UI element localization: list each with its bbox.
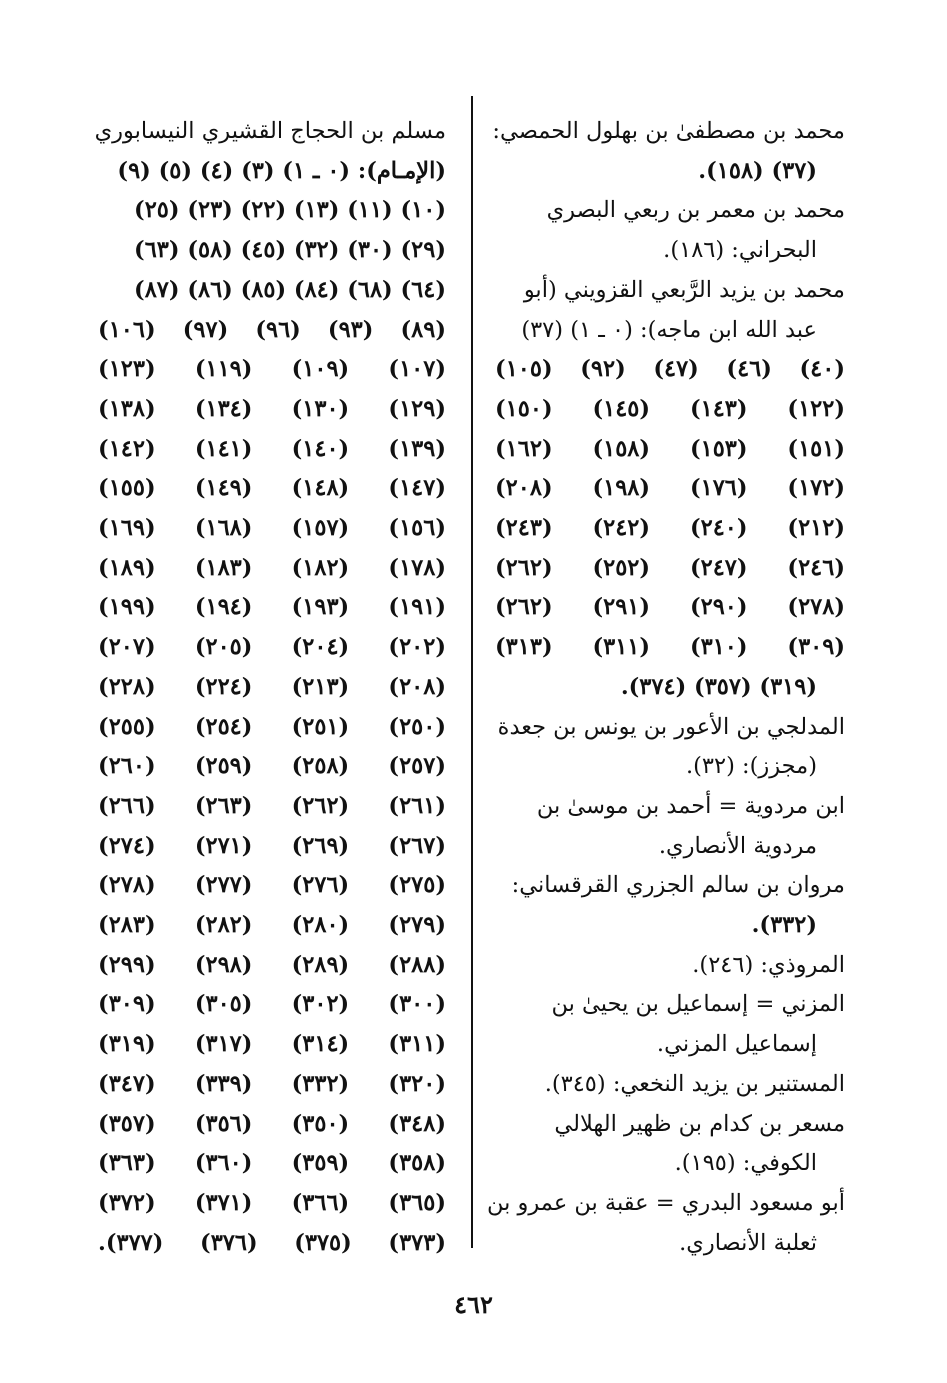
reference-number-row bbox=[98, 588, 446, 628]
reference-number: (١٠٧) bbox=[388, 356, 446, 383]
reference-number-row bbox=[495, 469, 845, 509]
reference-number: (١٥٧) bbox=[291, 515, 350, 542]
reference-number-row bbox=[98, 430, 446, 470]
reference-number: (٢٠٧) bbox=[98, 634, 156, 661]
reference-number: (٣٦٠) bbox=[194, 1150, 253, 1177]
reference-number: (٢٥٧) bbox=[388, 753, 446, 780]
entry-heading: محمد بن يزيد الرَّبعي القزويني (أبو bbox=[523, 276, 845, 303]
reference-number: (٢٨٣) bbox=[98, 912, 156, 939]
reference-number: (٢٧٥) bbox=[388, 872, 446, 899]
reference-number-row bbox=[495, 430, 845, 470]
reference-number: (٢٤٧) bbox=[689, 554, 748, 581]
reference-number: (٩٦) bbox=[255, 316, 301, 343]
reference-number: (٣٧٥) bbox=[294, 1229, 352, 1256]
reference-number: (١٤٩) bbox=[194, 475, 253, 502]
reference-number: (٢٧١) bbox=[194, 832, 253, 859]
reference-number-row bbox=[495, 350, 845, 390]
reference-number: (٩٢) bbox=[580, 356, 626, 383]
reference-number: (٣٧١) bbox=[194, 1189, 253, 1216]
reference-number: (١٠٩) bbox=[291, 356, 350, 383]
reference-number-row bbox=[98, 1184, 446, 1224]
reference-number: (٢٠٢) bbox=[388, 634, 446, 661]
reference-number: (١٧٦) bbox=[689, 475, 748, 502]
reference-number: (١٨٢) bbox=[291, 554, 350, 581]
reference-number: (٩٧) bbox=[182, 316, 229, 343]
reference-number: (١٣٩) bbox=[388, 435, 446, 462]
entry-continuation: مردوية الأنصاري. bbox=[658, 832, 817, 859]
reference-number-row bbox=[98, 390, 446, 430]
reference-number: (١٤٥) bbox=[592, 395, 651, 422]
index-entry bbox=[495, 866, 845, 945]
reference-number: (٢٢٤) bbox=[194, 673, 253, 700]
reference-number: (٣٥٠) bbox=[291, 1110, 350, 1137]
reference-number: (٣٢٠) bbox=[388, 1070, 446, 1097]
entry-references: (٣١٩) (٣٥٧) (٣٧٤). bbox=[620, 673, 817, 700]
entry-heading: المستنير بن يزيد النخعي: (٣٤٥). bbox=[544, 1070, 845, 1097]
reference-number: (٣٤٧) bbox=[98, 1070, 156, 1097]
reference-number: (٢٠٨) bbox=[495, 475, 553, 502]
reference-number-row bbox=[98, 906, 446, 946]
reference-number: (٣٧٦) bbox=[200, 1229, 258, 1256]
page-number: ٤٦٢ bbox=[454, 1290, 493, 1319]
reference-number: (٣٥٩) bbox=[291, 1150, 350, 1177]
reference-number: (٢٨٨) bbox=[388, 951, 446, 978]
reference-number: (٢٥٤) bbox=[194, 713, 253, 740]
reference-number: (٣٦٣) bbox=[98, 1150, 156, 1177]
reference-number: (٢٠٨) bbox=[388, 673, 446, 700]
entry-references: (١٠) (١١) (١٣) (٢٢) (٢٣) (٢٥) bbox=[134, 197, 446, 224]
reference-number: (٣٧٢) bbox=[98, 1189, 156, 1216]
reference-number: (٢٤٣) bbox=[495, 515, 553, 542]
reference-number: (٢٨٩) bbox=[291, 951, 350, 978]
entry-heading: مسعر بن كدام بن ظهير الهلالي bbox=[554, 1110, 845, 1137]
entry-continuation: إسماعيل المزني. bbox=[656, 1031, 817, 1058]
column-divider bbox=[471, 96, 473, 1248]
reference-number: (٣٥٨) bbox=[388, 1150, 446, 1177]
reference-number: (٨٩) bbox=[400, 316, 446, 343]
reference-number: (٢٩٩) bbox=[98, 951, 156, 978]
reference-number: (٢٧٨) bbox=[787, 594, 845, 621]
reference-number: (١١٩) bbox=[194, 356, 253, 383]
entry-heading: المزني = إسماعيل بن يحيىٰ بن bbox=[551, 991, 845, 1018]
reference-number-row bbox=[98, 787, 446, 827]
reference-number: (٢٩١) bbox=[592, 594, 651, 621]
reference-number: (٢٧٧) bbox=[194, 872, 253, 899]
index-entry bbox=[495, 787, 845, 866]
reference-number: (١٩٤) bbox=[194, 594, 253, 621]
reference-number: (٣٠٩) bbox=[787, 634, 845, 661]
entry-heading: المدلجي بن الأعور بن يونس بن جعدة bbox=[497, 713, 845, 740]
reference-number-row bbox=[98, 1224, 446, 1264]
reference-number: (٤٦) bbox=[726, 356, 772, 383]
reference-number: (١٩١) bbox=[388, 594, 446, 621]
reference-number: (٣٧٧). bbox=[98, 1229, 164, 1256]
reference-number-row bbox=[98, 668, 446, 708]
reference-number: (١٨٣) bbox=[194, 554, 253, 581]
reference-number: (٣٣٩) bbox=[194, 1070, 253, 1097]
reference-number-row bbox=[98, 509, 446, 549]
entry-references: (٢٩) (٣٠) (٣٢) (٤٥) (٥٨) (٦٣) bbox=[134, 237, 446, 264]
reference-number: (١٦٨) bbox=[194, 515, 253, 542]
reference-number: (٢٥٥) bbox=[98, 713, 156, 740]
reference-number: (٢٩٨) bbox=[194, 951, 253, 978]
entry-heading: مروان بن سالم الجزري القرقساني: bbox=[511, 872, 845, 899]
reference-number: (٢٧٩) bbox=[388, 912, 446, 939]
entry-references: (الإمـام): (٠ ـ ١) (٣) (٤) (٥) (٩) bbox=[117, 157, 446, 184]
reference-number: (١٤٢) bbox=[98, 435, 156, 462]
reference-number: (٣١٧) bbox=[194, 1031, 253, 1058]
reference-number: (٣١٣) bbox=[495, 634, 553, 661]
reference-number: (٢٧٨) bbox=[98, 872, 156, 899]
entry-heading: المروذي: (٢٤٦). bbox=[692, 951, 845, 978]
reference-number-row bbox=[98, 1105, 446, 1145]
reference-number: (١٨٩) bbox=[98, 554, 156, 581]
entry-continuation: ثعلبة الأنصاري. bbox=[679, 1229, 817, 1256]
reference-number: (٣٠٠) bbox=[388, 991, 446, 1018]
reference-number: (٣٦٥) bbox=[388, 1189, 446, 1216]
index-entry bbox=[94, 112, 446, 1263]
reference-number: (٣٥٧) bbox=[98, 1110, 156, 1137]
entry-continuation: الكوفي: (١٩٥). bbox=[674, 1150, 817, 1177]
reference-number: (٢٦٣) bbox=[194, 792, 253, 819]
reference-number: (٩٣) bbox=[327, 316, 374, 343]
reference-number-grid bbox=[98, 311, 446, 1264]
reference-number-row bbox=[98, 311, 446, 351]
reference-number: (١٤٣) bbox=[689, 395, 748, 422]
reference-number: (٣٠٥) bbox=[194, 991, 253, 1018]
reference-number-row bbox=[495, 549, 845, 589]
reference-number-row bbox=[98, 469, 446, 509]
reference-number: (١٤١) bbox=[194, 435, 253, 462]
reference-number: (٢٦٩) bbox=[291, 832, 350, 859]
reference-number: (٢٥١) bbox=[291, 713, 350, 740]
reference-number-row bbox=[98, 708, 446, 748]
reference-number: (٢٠٤) bbox=[291, 634, 350, 661]
reference-number: (٢٤٦) bbox=[787, 554, 845, 581]
entry-references: (٣٣٢). bbox=[751, 912, 817, 939]
entry-references: (٦٤) (٦٨) (٨٤) (٨٥) (٨٦) (٨٧) bbox=[134, 276, 446, 303]
reference-number: (١٢٣) bbox=[98, 356, 156, 383]
reference-number: (٢٦٦) bbox=[98, 792, 156, 819]
reference-number-row bbox=[98, 1065, 446, 1105]
reference-number: (١٥١) bbox=[787, 435, 845, 462]
reference-number: (٣٦٦) bbox=[291, 1189, 350, 1216]
entry-heading: أبو مسعود البدري = عقبة بن عمرو بن bbox=[486, 1189, 845, 1216]
reference-number-row bbox=[98, 946, 446, 986]
entry-references: (٣٧) (١٥٨). bbox=[698, 157, 817, 184]
reference-number: (١٥٣) bbox=[689, 435, 748, 462]
reference-number: (١٥٦) bbox=[388, 515, 446, 542]
reference-number: (٣٠٢) bbox=[291, 991, 350, 1018]
reference-number: (٣١١) bbox=[592, 634, 651, 661]
reference-number: (٣١٩) bbox=[98, 1031, 156, 1058]
reference-number: (٢٨٠) bbox=[291, 912, 350, 939]
index-entry bbox=[495, 1065, 845, 1105]
reference-number-row bbox=[98, 1144, 446, 1184]
reference-number: (٢٦٧) bbox=[388, 832, 446, 859]
reference-number: (١٢٢) bbox=[787, 395, 845, 422]
entry-heading: مسلم بن الحجاج القشيري النيسابوري bbox=[94, 118, 446, 144]
index-entry bbox=[495, 271, 845, 708]
entry-continuation: (مجزز): (٣٢). bbox=[685, 753, 817, 780]
reference-number-grid bbox=[495, 350, 845, 668]
reference-number: (١٩٨) bbox=[592, 475, 651, 502]
reference-number-row bbox=[98, 549, 446, 589]
reference-number: (٢٧٦) bbox=[291, 872, 350, 899]
index-column-right bbox=[486, 112, 845, 1263]
index-column-left bbox=[94, 112, 446, 1263]
reference-number: (١٣٨) bbox=[98, 395, 156, 422]
reference-number: (٢٧٤) bbox=[98, 832, 156, 859]
reference-number: (٢٦١) bbox=[388, 792, 446, 819]
reference-number: (١٣٤) bbox=[194, 395, 253, 422]
reference-number: (٤٠) bbox=[799, 356, 845, 383]
reference-number: (٣٤٨) bbox=[388, 1110, 446, 1137]
reference-number: (٢٨٢) bbox=[194, 912, 253, 939]
reference-number: (٤٧) bbox=[653, 356, 699, 383]
index-entry bbox=[495, 708, 845, 787]
reference-number: (٣١٠) bbox=[689, 634, 748, 661]
reference-number: (١٧٨) bbox=[388, 554, 446, 581]
reference-number-row bbox=[98, 827, 446, 867]
entry-heading: محمد بن معمر بن ربعي البصري bbox=[546, 197, 845, 224]
reference-number: (٢١٣) bbox=[291, 673, 350, 700]
reference-number: (١٦٩) bbox=[98, 515, 156, 542]
reference-number: (٢٠٥) bbox=[194, 634, 253, 661]
reference-number: (١٢٩) bbox=[388, 395, 446, 422]
reference-number: (١٠٦) bbox=[98, 316, 156, 343]
reference-number: (١٤٧) bbox=[388, 475, 446, 502]
reference-number: (٣١١) bbox=[388, 1031, 446, 1058]
reference-number: (٢٥٢) bbox=[592, 554, 651, 581]
reference-number-row bbox=[495, 509, 845, 549]
reference-number: (١٤٠) bbox=[291, 435, 350, 462]
reference-number: (٢١٢) bbox=[787, 515, 845, 542]
index-entry bbox=[495, 985, 845, 1064]
index-entry bbox=[492, 112, 845, 191]
reference-number-row bbox=[98, 866, 446, 906]
reference-number: (٣١٤) bbox=[291, 1031, 350, 1058]
reference-number: (٣٧٣) bbox=[388, 1229, 446, 1256]
reference-number: (٢٤٢) bbox=[592, 515, 651, 542]
reference-number-row bbox=[98, 1025, 446, 1065]
reference-number: (٢٤٠) bbox=[689, 515, 748, 542]
index-entry bbox=[495, 191, 845, 270]
reference-number-row bbox=[495, 628, 845, 668]
entry-continuation: عبد الله ابن ماجه): (٠ ـ ١) (٣٧) bbox=[521, 316, 817, 343]
reference-number: (٢٦٢) bbox=[291, 792, 350, 819]
reference-number-row bbox=[495, 588, 845, 628]
reference-number: (١٥٥) bbox=[98, 475, 156, 502]
reference-number: (٣٠٩) bbox=[98, 991, 156, 1018]
index-entry bbox=[495, 946, 845, 986]
reference-number: (١٤٨) bbox=[291, 475, 350, 502]
reference-number: (١٧٢) bbox=[787, 475, 845, 502]
reference-number: (٣٣٢) bbox=[291, 1070, 350, 1097]
reference-number: (١٩٣) bbox=[291, 594, 350, 621]
reference-number: (١٩٩) bbox=[98, 594, 156, 621]
entry-heading: محمد بن مصطفىٰ بن بهلول الحمصي: bbox=[492, 118, 845, 144]
reference-number-row bbox=[495, 390, 845, 430]
reference-number: (٢٦٠) bbox=[98, 753, 156, 780]
reference-number: (٣٥٦) bbox=[194, 1110, 253, 1137]
reference-number: (٢٦٢) bbox=[495, 554, 553, 581]
reference-number-row bbox=[98, 985, 446, 1025]
index-entry bbox=[486, 1184, 845, 1263]
reference-number: (١٥٨) bbox=[592, 435, 651, 462]
entry-continuation: البحراني: (١٨٦). bbox=[663, 237, 817, 264]
reference-number: (١٠٥) bbox=[495, 356, 553, 383]
reference-number: (٢٥٩) bbox=[194, 753, 253, 780]
reference-number: (١٦٢) bbox=[495, 435, 553, 462]
entry-heading: ابن مردوية = أحمد بن موسىٰ بن bbox=[536, 792, 845, 819]
reference-number: (٢٦٢) bbox=[495, 594, 553, 621]
reference-number-row bbox=[98, 350, 446, 390]
index-entry bbox=[495, 1105, 845, 1184]
reference-number: (١٣٠) bbox=[291, 395, 350, 422]
reference-number-row bbox=[98, 628, 446, 668]
reference-number: (٢٥٠) bbox=[388, 713, 446, 740]
reference-number-row bbox=[98, 747, 446, 787]
reference-number: (١٥٠) bbox=[495, 395, 553, 422]
reference-number: (٢٥٨) bbox=[291, 753, 350, 780]
reference-number: (٢٩٠) bbox=[689, 594, 748, 621]
reference-number: (٢٢٨) bbox=[98, 673, 156, 700]
